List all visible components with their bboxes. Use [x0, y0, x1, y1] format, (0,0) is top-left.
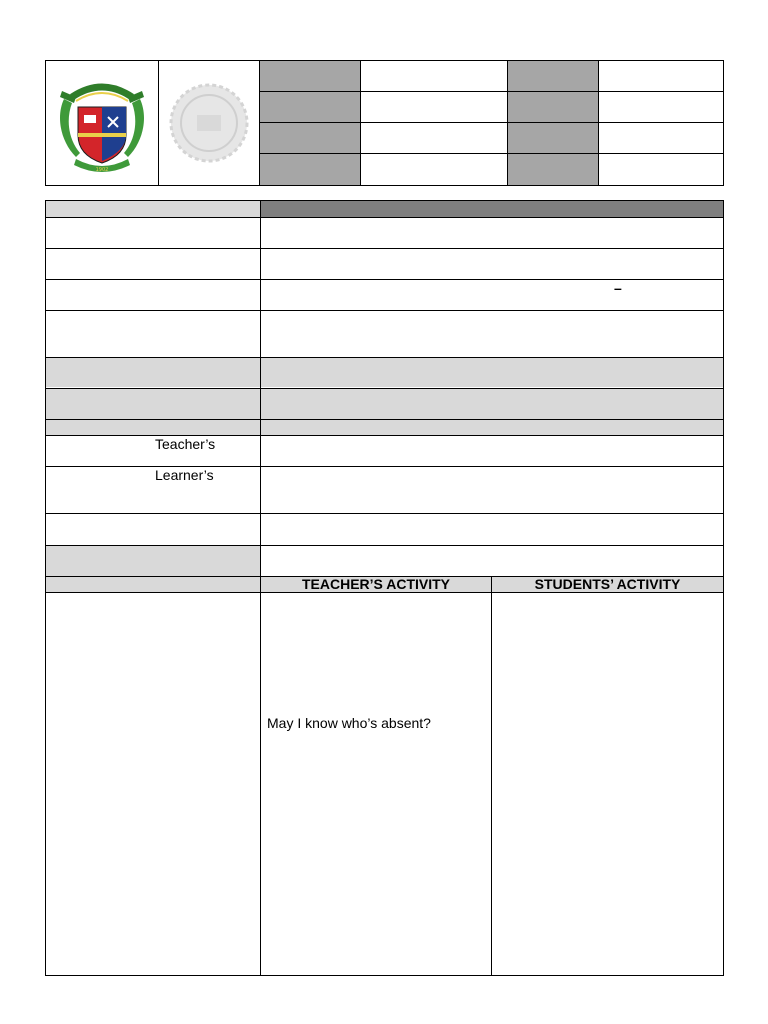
students-activity-heading: STUDENTS’ ACTIVITY	[534, 576, 681, 592]
svg-text:1902: 1902	[95, 167, 109, 173]
row-line	[46, 248, 723, 249]
grid-line	[260, 122, 723, 123]
row-line	[46, 217, 723, 218]
row-line	[46, 545, 723, 546]
teacher-prompt-text: May I know who’s absent?	[267, 715, 431, 731]
learners-materials-label: Learner’s	[155, 467, 214, 483]
shaded-row	[46, 420, 723, 435]
row-line	[46, 419, 723, 420]
row-line	[46, 592, 723, 593]
seal-cell	[159, 61, 259, 185]
section-header-right	[261, 201, 723, 217]
row-line	[46, 388, 723, 389]
school-seal-watermark	[159, 61, 259, 185]
school-crest-logo	[46, 61, 158, 185]
row-line	[46, 513, 723, 514]
grid-line	[598, 61, 599, 185]
row-line	[46, 357, 723, 358]
row-line	[46, 466, 723, 467]
section-header-left	[46, 201, 260, 217]
info-label-col-2	[508, 61, 598, 185]
teachers-materials-label: Teacher’s	[155, 436, 216, 452]
shaded-row	[46, 358, 723, 387]
grid-line	[260, 153, 723, 154]
school-logo-cell	[46, 61, 158, 185]
shaded-cell	[46, 546, 260, 576]
shaded-row	[46, 389, 723, 419]
grid-line	[360, 61, 361, 185]
teachers-activity-heading: TEACHER’S ACTIVITY	[301, 576, 451, 592]
info-label-col-1	[260, 61, 360, 185]
column-line	[491, 576, 492, 975]
row-line	[46, 435, 723, 436]
row-line	[46, 310, 723, 311]
dash-mark: –	[614, 280, 622, 296]
grid-line	[260, 91, 723, 92]
